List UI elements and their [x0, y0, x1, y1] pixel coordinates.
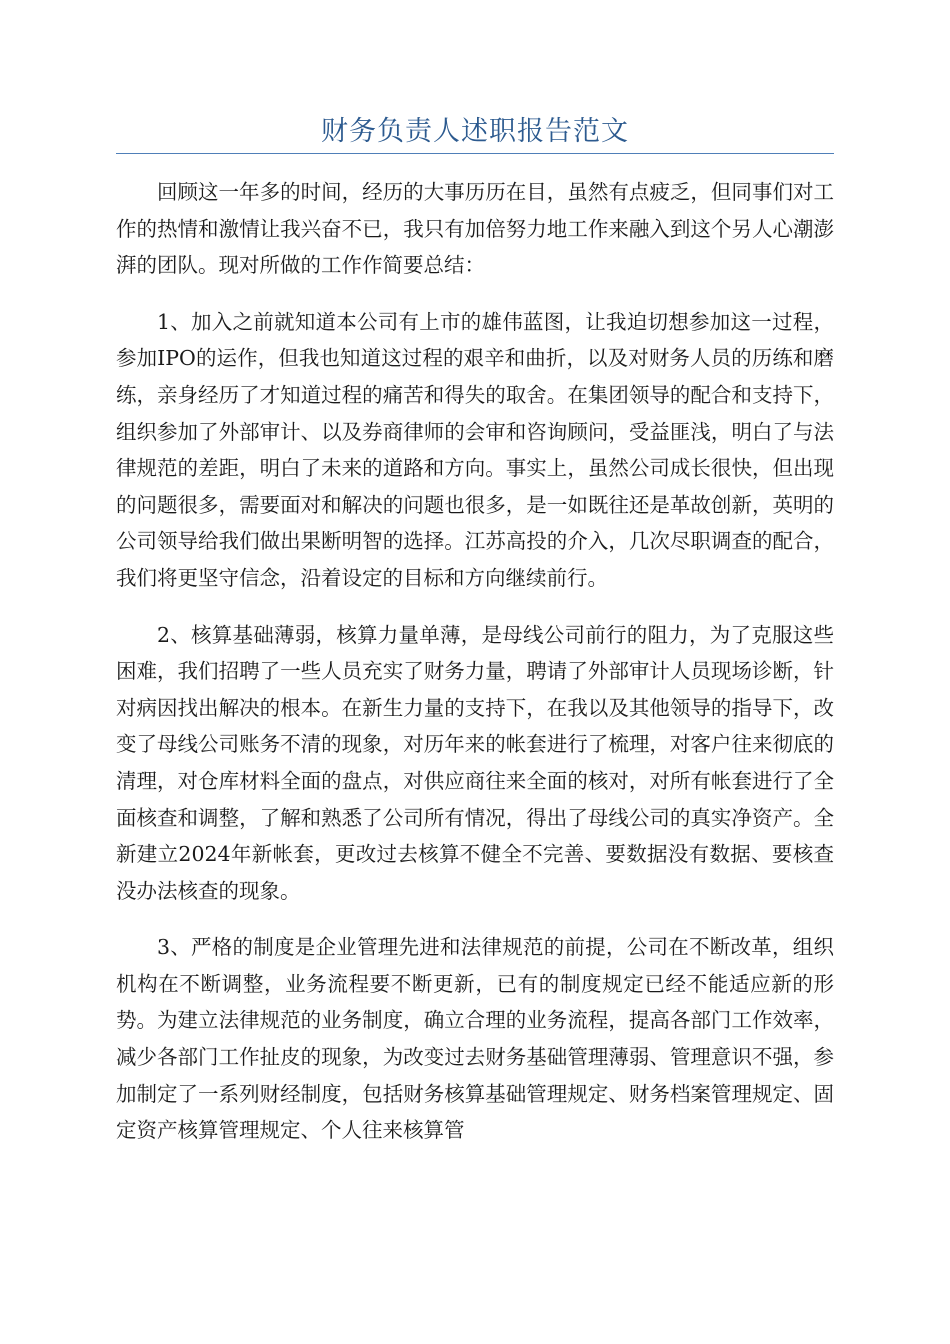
paragraph-2: 2、核算基础薄弱，核算力量单薄，是母线公司前行的阻力，为了克服这些困难，我们招聘了一些人员充实了财务力量，聘请了外部审计人员现场诊断，针对病因找出解决的根本。在新生力量的支持下，在我以及其他领导的指导下，改变了母线公司账务不清的现象，对历年来的帐套进行了梳理，对客户往来彻底的清理，对仓库材料全面的盘点，对供应商往来全面的核对，对所有帐套进行了全面核查和调整，了解和熟悉了公司所有情况，得出了母线公司的真实净资产。全新建立2024年新帐套，更改过去核算不健全不完善、要数据没有数据、要核查没办法核查的现象。	[116, 622, 834, 903]
paragraph-1: 1、加入之前就知道本公司有上市的雄伟蓝图，让我迫切想参加这一过程，参加IPO的运作，但我也知道这过程的艰辛和曲折，以及对财务人员的历练和磨练，亲身经历了才知道过程的痛苦和得失的取舍。在集团领导的配合和支持下，组织参加了外部审计、以及券商律师的会审和咨询顾问，受益匪浅，明白了与法律规范的差距，明白了未来的道路和方向。事实上，虽然公司成长很快，但出现的问题很多，需要面对和解决的问题也很多，是一如既往还是革故创新，英明的公司领导给我们做出果断明智的选择。江苏高投的介入，几次尽职调查的配合，我们将更坚守信念，沿着设定的目标和方向继续前行。	[116, 309, 834, 590]
paragraph-intro: 回顾这一年多的时间，经历的大事历历在目，虽然有点疲乏，但同事们对工作的热情和激情让我兴奋不已，我只有加倍努力地工作来融入到这个另人心潮澎湃的团队。现对所做的工作作简要总结：	[116, 180, 834, 278]
document-title: 财务负责人述职报告范文	[321, 116, 629, 147]
document-body	[116, 174, 834, 1169]
title-underline	[116, 153, 834, 154]
paragraph-3: 3、严格的制度是企业管理先进和法律规范的前提，公司在不断改革，组织机构在不断调整，业务流程要不断更新，已有的制度规定已经不能适应新的形势。为建立法律规范的业务制度，确立合理的业务流程，提高各部门工作效率，减少各部门工作扯皮的现象，为改变过去财务基础管理薄弱、管理意识不强，参加制定了一系列财经制度，包括财务核算基础管理规定、财务档案管理规定、固定资产核算管理规定、个人往来核算管	[116, 935, 834, 1143]
